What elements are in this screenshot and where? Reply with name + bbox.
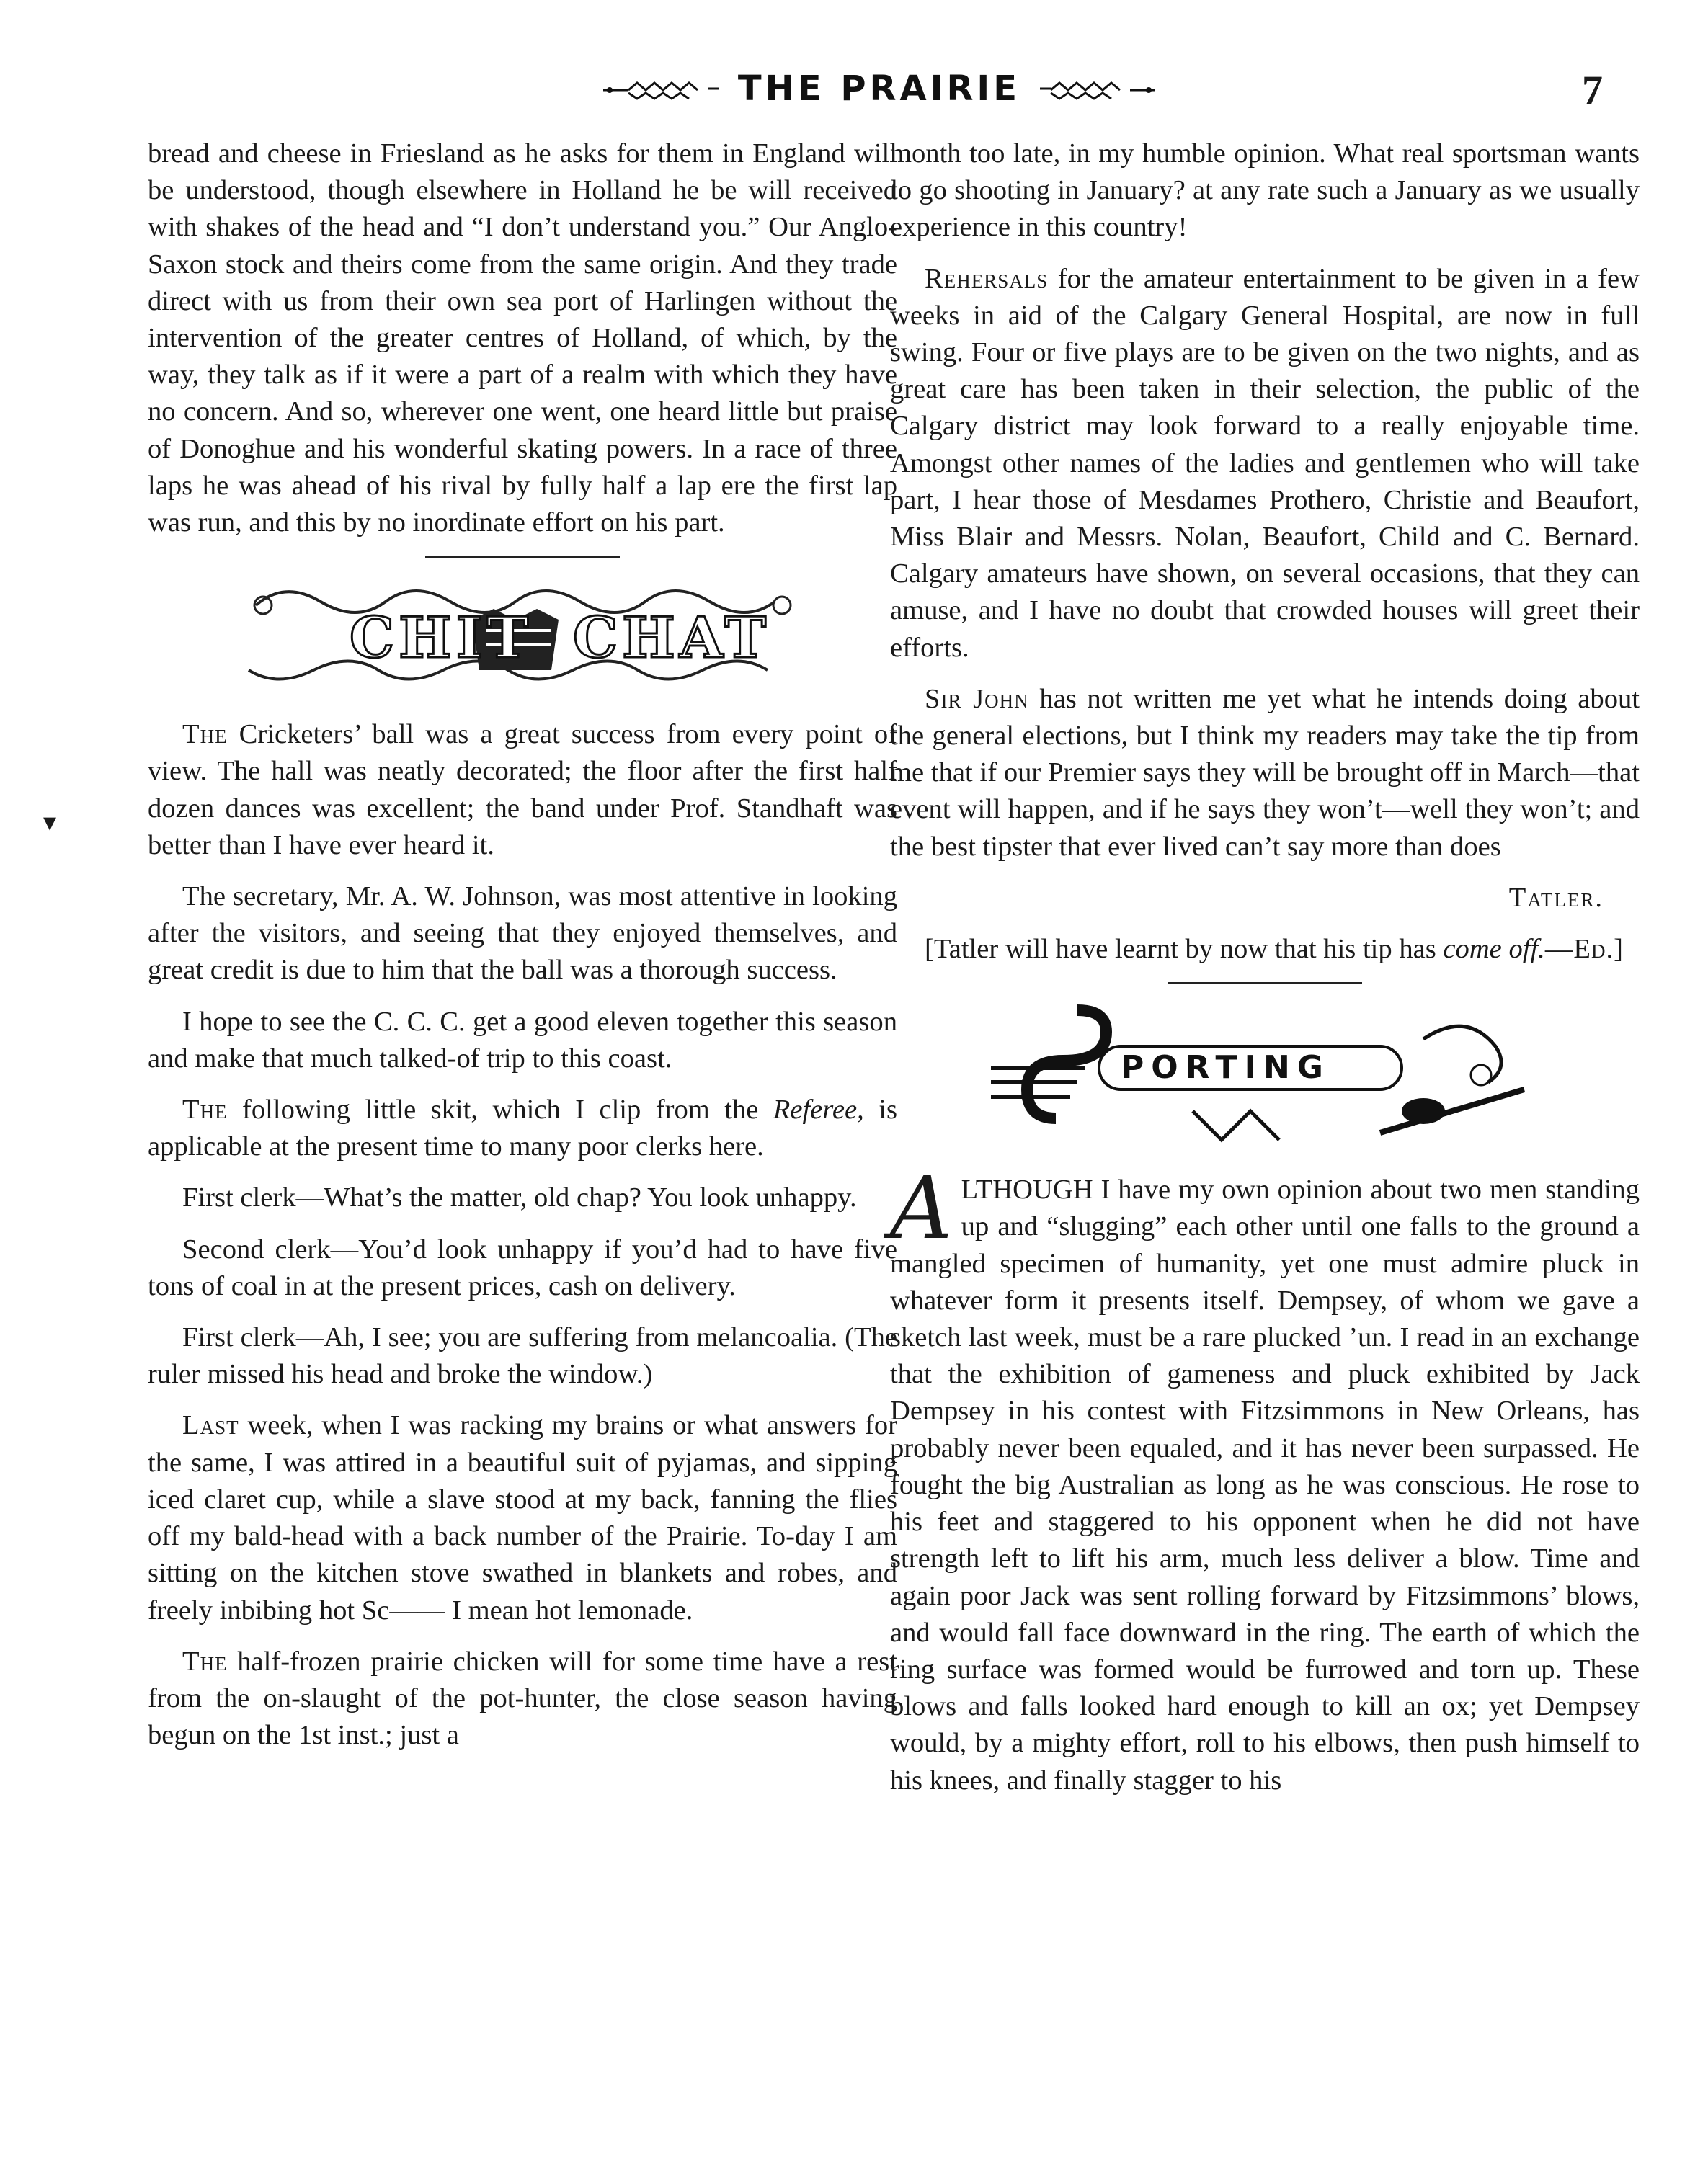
paragraph-text: following little skit, which I clip from the <box>242 1095 759 1126</box>
sir-john-paragraph <box>890 681 1640 865</box>
lead-word: Sir John <box>925 683 1029 714</box>
note-italic: come off. <box>1443 934 1545 965</box>
rehearsals-paragraph <box>890 261 1640 667</box>
last-week-paragraph <box>148 1407 897 1628</box>
referee-title: Referee, <box>773 1095 864 1126</box>
lead-word: The <box>182 1095 228 1126</box>
svg-text:CHIT: CHIT <box>350 605 533 672</box>
margin-mark: ▾ <box>43 808 57 837</box>
drop-cap: A <box>890 1159 953 1260</box>
note-text: [Tatler will have learnt by now that his tip has <box>925 934 1436 965</box>
prairie-chicken-paragraph <box>148 1644 897 1755</box>
svg-text:CHAT: CHAT <box>573 605 771 672</box>
paragraph-text: LTHOUGH I have my own opinion about two men standing up and “slugging” each other until one falls to the ground a mangled specimen of humanity, yet one must admire pluck in whatever form it presents itself. Dempsey, of whom we gave a sketch last week, must be a rare plucked ’un. I read in an exchange that the exhibition of gameness and pluck exhibited by Jack Dempsey in his contest with Fitzsimmons in New Orleans, has probably never been equaled, and it has never been surpassed. He fought the big Australian as long as he was conscious. He rose to his feet and staggered to his opponent when he did not have strength left to lift his arm, much less deliver a blow. Time and again poor Jack was sent rolling forward by Fitzsimmons’ blows, and would fall face downward in the ring. The earth of which the ring surface was formed would be furrowed and torn up. These blows and falls looked hard enough to kill an ox; yet Dempsey would, by a mighty effort, roll to his elbows, then push himself to his knees, and finally stagger to his <box>890 1175 1640 1796</box>
skit-intro-paragraph <box>148 1092 897 1165</box>
section-rule <box>1168 982 1362 984</box>
dialogue-line: First clerk—What’s the matter, old chap? You look unhappy. <box>182 1182 857 1213</box>
dempsey-paragraph <box>890 1159 1640 1799</box>
page-number: 7 <box>1582 67 1603 114</box>
lead-word: Rehersals <box>925 263 1049 294</box>
right-column <box>890 135 1640 1814</box>
dialogue-line: First clerk—Ah, I see; you are suffering from melancoalia. (The ruler missed his head and broke the window.) <box>148 1322 897 1390</box>
continued-paragraph: month too late, in my humble opinion. What real sportsman wants to go shooting in January? at any rate such a January as we usually experience in this country! <box>890 138 1640 243</box>
lead-word: The <box>182 719 228 750</box>
cricket-ball-paragraph <box>148 716 897 864</box>
masthead <box>555 63 1204 114</box>
editor-note <box>890 931 1640 968</box>
right-ornament-icon <box>1036 74 1159 103</box>
signature: Tatler. <box>1508 882 1604 913</box>
paragraph-text: has not written me yet what he intends doing about the general elections, but I think my readers may take the tip from me that if our Premier says they will be brought off in March—that event will happen, and if he says they won’t—well they won’t; and the best tipster that ever lived can’t say more than does <box>890 683 1640 862</box>
chit-chat-banner-icon <box>234 576 811 692</box>
sporting-banner-icon <box>977 1003 1553 1147</box>
note-text: —Ed.] <box>1544 934 1624 965</box>
dialogue-line: Second clerk—You’d look unhappy if you’d had to have five tons of coal in at the present prices, cash on delivery. <box>148 1234 897 1301</box>
secretary-paragraph: The secretary, Mr. A. W. Johnson, was most attentive in looking after the visitors, and seeing that they enjoyed themselves, and great credit is due to him that the ball was a thorough success. <box>148 881 897 986</box>
paragraph-text: week, when I was racking my brains or what answers for the same, I was attired in a beautiful suit of pyjamas, and sipping iced claret cup, while a slave stood at my back, fanning the flies off my bald-head with a back number of the Prairie. To-day I am sitting on the kitchen stove swathed in blankets and robes, and freely inbibing hot Sc—— I mean hot lemonade. <box>148 1410 897 1626</box>
lead-word: Last <box>182 1410 239 1441</box>
svg-text:PORTING: PORTING <box>1121 1049 1330 1087</box>
left-column <box>148 135 897 1768</box>
publication-title: THE PRAIRIE <box>737 68 1021 109</box>
paragraph-text: half-frozen prairie chicken will for some time have a rest from the on-slaught of the pot-hunter, the close season having begun on the 1st inst.; just a <box>148 1646 897 1751</box>
lead-word: The <box>182 1646 228 1677</box>
paragraph-text: Cricketers’ ball was a great success from every point of view. The hall was neatly decorated; the floor after the first half dozen dances was excellent; the band under Prof. Standhaft was better than I have ever heard it. <box>148 719 897 860</box>
paragraph-text: is applicable at the present time to many poor clerks here. <box>148 1095 897 1162</box>
continued-paragraph: bread and cheese in Friesland as he asks for them in England will be understood, though elsewhere in Holland he be will received with shakes of the head and “I don’t understand you.” Our Anglo-Saxon stock and theirs come from the same origin. And they trade direct with us from their own sea port of Harlingen without the intervention of the greater centres of Holland, of which, by the way, they talk as if it were a part of a realm with which they have no concern. And so, wherever one went, one heard little but praise of Donoghue and his wonderful skating powers. In a race of three laps he was ahead of his rival by fully half a lap ere the first lap was run, and this by no inordinate effort on his part. <box>148 138 897 538</box>
left-ornament-icon <box>600 74 722 103</box>
section-rule <box>425 556 620 558</box>
paragraph-text: for the amateur entertainment to be given in a few weeks in aid of the Calgary General Hospital, are now in full swing. Four or five plays are to be given on the two nights, and as great care has been taken in their selection, the public of the Calgary district may look forward to a really enjoyable time. Amongst other names of the ladies and gentlemen who will take part, I hear those of Mesdames Prothero, Christie and Beaufort, Miss Blair and Messrs. Nolan, Beaufort, Child and C. Bernard. Calgary amateurs have shown, on several occasions, that they can amuse, and I have no doubt that crowded houses will greet their efforts. <box>890 263 1640 663</box>
eleven-paragraph: I hope to see the C. C. C. get a good eleven together this season and make that much talked-of trip to this coast. <box>148 1006 897 1074</box>
